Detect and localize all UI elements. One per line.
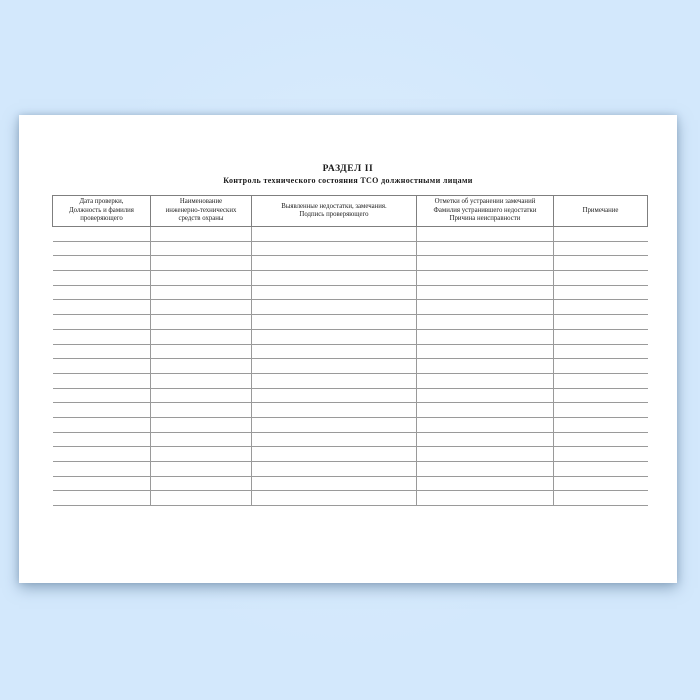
table-cell	[554, 256, 648, 271]
table-cell	[53, 403, 151, 418]
table-cell	[53, 447, 151, 462]
table-cell	[554, 447, 648, 462]
table-cell	[53, 462, 151, 477]
section-subtitle: Контроль технического состояния ТСО должностными лицами	[223, 176, 473, 185]
table-cell	[151, 329, 252, 344]
table-cell	[151, 227, 252, 242]
table-cell	[554, 432, 648, 447]
table-cell	[151, 373, 252, 388]
table-cell	[554, 315, 648, 330]
table-row	[53, 388, 648, 403]
table-cell	[417, 447, 554, 462]
table-cell	[53, 432, 151, 447]
table-cell	[554, 344, 648, 359]
table-cell	[151, 432, 252, 447]
table-cell	[151, 256, 252, 271]
table-cell	[252, 432, 417, 447]
table-cell	[417, 359, 554, 374]
table-cell	[252, 388, 417, 403]
table-cell	[53, 344, 151, 359]
table-cell	[252, 447, 417, 462]
table-cell	[554, 417, 648, 432]
table-row	[53, 417, 648, 432]
column-header-equipment-name: Наименование инженерно-технических средств охраны	[151, 196, 252, 227]
table-cell	[53, 315, 151, 330]
column-header-check-date: Дата проверки, Должность и фамилия проверяющего	[53, 196, 151, 227]
table-row	[53, 256, 648, 271]
table-cell	[151, 462, 252, 477]
table-cell	[554, 373, 648, 388]
table-cell	[417, 315, 554, 330]
table-row	[53, 315, 648, 330]
column-header-defects-remarks: Выявленные недостатки, замечания. Подпись проверяющего	[252, 196, 417, 227]
table-row	[53, 344, 648, 359]
table-row	[53, 300, 648, 315]
table-cell	[252, 256, 417, 271]
table-cell	[417, 476, 554, 491]
table-cell	[151, 315, 252, 330]
table-cell	[554, 300, 648, 315]
table-cell	[53, 227, 151, 242]
table-cell	[554, 403, 648, 418]
table-header-row	[53, 196, 648, 227]
column-header-resolution-marks: Отметки об устранении замечаний Фамилия устранившего недостатки Причина неисправности	[417, 196, 554, 227]
table-row	[53, 432, 648, 447]
table-cell	[53, 241, 151, 256]
table-cell	[53, 271, 151, 286]
table-cell	[417, 388, 554, 403]
table-cell	[151, 388, 252, 403]
table-cell	[252, 417, 417, 432]
table-row	[53, 271, 648, 286]
table-cell	[151, 491, 252, 506]
table-cell	[252, 271, 417, 286]
table-cell	[151, 417, 252, 432]
table-cell	[252, 329, 417, 344]
table-cell	[554, 388, 648, 403]
table-cell	[417, 432, 554, 447]
table-cell	[417, 373, 554, 388]
section-title: РАЗДЕЛ II	[322, 164, 374, 174]
table-cell	[417, 271, 554, 286]
table-row	[53, 285, 648, 300]
table-cell	[53, 359, 151, 374]
table-cell	[554, 241, 648, 256]
table-cell	[252, 476, 417, 491]
table-cell	[53, 300, 151, 315]
table-cell	[53, 388, 151, 403]
table-cell	[554, 271, 648, 286]
table-cell	[417, 329, 554, 344]
table-cell	[151, 300, 252, 315]
table-row	[53, 241, 648, 256]
table-cell	[151, 241, 252, 256]
table-row	[53, 462, 648, 477]
table-cell	[151, 359, 252, 374]
table-cell	[252, 403, 417, 418]
table-body	[53, 227, 648, 506]
table-cell	[417, 491, 554, 506]
column-header-note: Примечание	[554, 196, 648, 227]
table-cell	[417, 462, 554, 477]
table-cell	[151, 344, 252, 359]
table-cell	[417, 344, 554, 359]
title-block	[19, 164, 677, 186]
table-cell	[252, 462, 417, 477]
table-row	[53, 227, 648, 242]
table-row	[53, 447, 648, 462]
table-cell	[53, 476, 151, 491]
table-cell	[554, 476, 648, 491]
table-cell	[53, 417, 151, 432]
table-cell	[151, 403, 252, 418]
table-cell	[252, 227, 417, 242]
table-cell	[252, 373, 417, 388]
table-cell	[252, 315, 417, 330]
table-row	[53, 491, 648, 506]
table-row	[53, 329, 648, 344]
table-cell	[252, 491, 417, 506]
table-cell	[417, 241, 554, 256]
table-row	[53, 403, 648, 418]
table-cell	[53, 285, 151, 300]
table-cell	[554, 285, 648, 300]
table-cell	[151, 476, 252, 491]
table-cell	[417, 300, 554, 315]
table-cell	[53, 373, 151, 388]
table-cell	[53, 491, 151, 506]
table-cell	[151, 447, 252, 462]
table-cell	[252, 285, 417, 300]
table-cell	[554, 329, 648, 344]
table-cell	[417, 285, 554, 300]
table-cell	[252, 300, 417, 315]
table-cell	[554, 491, 648, 506]
table-cell	[554, 359, 648, 374]
table-cell	[252, 241, 417, 256]
table-row	[53, 373, 648, 388]
table-cell	[417, 417, 554, 432]
table-cell	[417, 227, 554, 242]
document-page	[19, 115, 677, 583]
inspection-log-table	[52, 195, 648, 506]
table-cell	[554, 462, 648, 477]
table-row	[53, 359, 648, 374]
table-cell	[417, 256, 554, 271]
table-cell	[252, 359, 417, 374]
table-cell	[151, 285, 252, 300]
table-cell	[554, 227, 648, 242]
table-cell	[53, 329, 151, 344]
table-cell	[151, 271, 252, 286]
table-cell	[252, 344, 417, 359]
table-row	[53, 476, 648, 491]
table-cell	[417, 403, 554, 418]
table-cell	[53, 256, 151, 271]
